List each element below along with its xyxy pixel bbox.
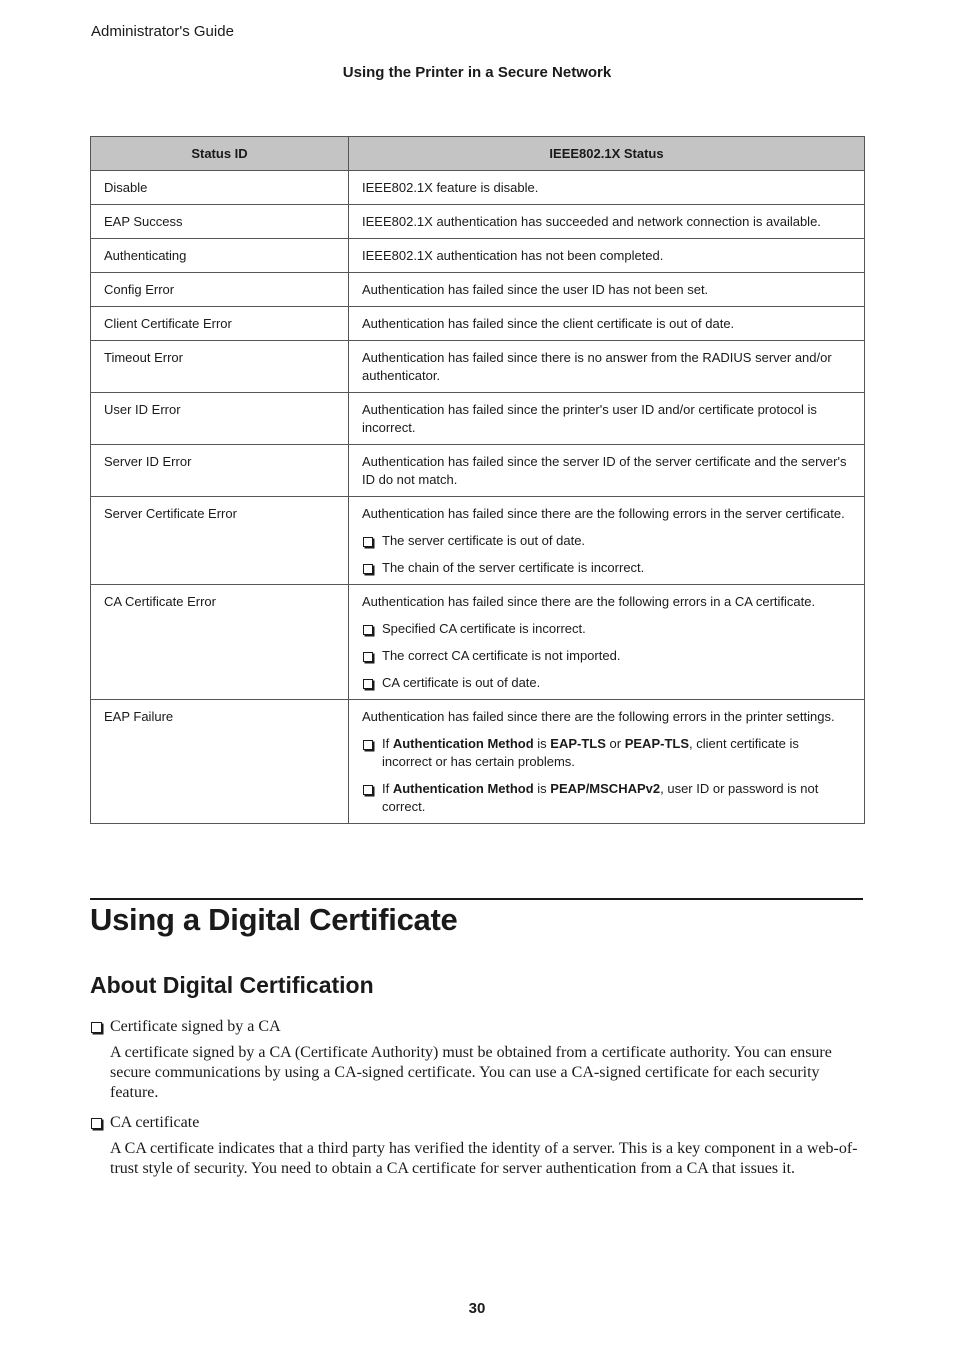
- status-text-cell: [349, 585, 865, 700]
- checkbox-bullet-icon: [91, 1118, 102, 1129]
- status-text-cell: Authentication has failed since the server ID of the server certificate and the server's ID do not match.: [349, 445, 865, 497]
- status-description: Authentication has failed since there are the following errors in the server certificate.: [362, 506, 845, 521]
- bullet-item: [362, 620, 852, 638]
- section-title: Using a Digital Certificate: [90, 902, 458, 937]
- status-id-cell: User ID Error: [91, 393, 349, 445]
- table-row: [91, 307, 865, 341]
- list-item-description: A certificate signed by a CA (Certificate Authority) must be obtained from a certificate authority. You can ensure secure communications by using a CA-signed certificate. You can use a CA-signed certificate for each security feature.: [110, 1044, 832, 1101]
- bullet-connector: is: [533, 736, 551, 751]
- bullet-prefix: If: [382, 781, 393, 796]
- bullet-prefix: If: [382, 736, 393, 751]
- running-section-title: Using the Printer in a Secure Network: [342, 64, 612, 81]
- list-item-label: Certificate signed by a CA: [110, 1018, 281, 1035]
- status-description: Authentication has failed since there are the following errors in the printer settings.: [362, 709, 835, 724]
- list-item-label: CA certificate: [110, 1114, 200, 1131]
- status-id-cell: Config Error: [91, 273, 349, 307]
- status-id-cell: CA Certificate Error: [91, 585, 349, 700]
- table-row: [91, 393, 865, 445]
- list-item: [90, 1017, 865, 1103]
- checkbox-bullet-icon: [363, 652, 373, 662]
- checkbox-bullet-icon: [363, 537, 373, 547]
- method-value: PEAP-TLS: [624, 736, 690, 751]
- status-id-cell: Server Certificate Error: [91, 497, 349, 585]
- subsection-title: About Digital Certification: [90, 972, 374, 998]
- status-text-cell: Authentication has failed since the user ID has not been set.: [349, 273, 865, 307]
- table-row: [91, 585, 865, 700]
- guide-title: Administrator's Guide: [91, 23, 234, 40]
- table-row: [91, 273, 865, 307]
- checkbox-bullet-icon: [363, 785, 373, 795]
- method-value: PEAP/MSCHAPv2: [550, 781, 661, 796]
- method-label: Authentication Method: [392, 736, 534, 751]
- status-id-cell: Server ID Error: [91, 445, 349, 497]
- status-text-cell: [349, 497, 865, 585]
- bullet-text: Specified CA certificate is incorrect.: [382, 621, 586, 636]
- table-row: [91, 497, 865, 585]
- bullet-text: , client certificate is incorrect or has certain problems.: [382, 736, 799, 769]
- table-row: [91, 341, 865, 393]
- table-row: [91, 205, 865, 239]
- checkbox-bullet-icon: [363, 740, 373, 750]
- section-divider: [90, 898, 863, 900]
- checkbox-bullet-icon: [91, 1022, 102, 1033]
- method-label: Authentication Method: [392, 781, 534, 796]
- table-row: [91, 239, 865, 273]
- status-id-cell: EAP Failure: [91, 700, 349, 824]
- status-id-cell: Client Certificate Error: [91, 307, 349, 341]
- table-row: [91, 445, 865, 497]
- table-row: [91, 700, 865, 824]
- bullet-text: CA certificate is out of date.: [382, 675, 541, 690]
- bullet-item: [362, 780, 852, 816]
- status-text-cell: IEEE802.1X authentication has succeeded and network connection is available.: [349, 205, 865, 239]
- status-text-cell: IEEE802.1X feature is disable.: [349, 171, 865, 205]
- bullet-item: [362, 532, 852, 550]
- page-number: 30: [468, 1300, 486, 1317]
- bullet-item: [362, 674, 852, 692]
- status-text-cell: Authentication has failed since the printer's user ID and/or certificate protocol is incorrect.: [349, 393, 865, 445]
- checkbox-bullet-icon: [363, 625, 373, 635]
- bullet-item: [362, 735, 852, 771]
- status-id-cell: Disable: [91, 171, 349, 205]
- column-header-status-id: Status ID: [91, 137, 349, 171]
- status-id-cell: Authenticating: [91, 239, 349, 273]
- status-id-cell: Timeout Error: [91, 341, 349, 393]
- status-description: Authentication has failed since there are the following errors in a CA certificate.: [362, 594, 816, 609]
- checkbox-bullet-icon: [363, 564, 373, 574]
- bullet-item: [362, 647, 852, 665]
- bullet-text: The server certificate is out of date.: [382, 533, 586, 548]
- ieee8021x-status-table: [90, 136, 865, 824]
- bullet-text: The chain of the server certificate is incorrect.: [382, 560, 645, 575]
- bullet-text: The correct CA certificate is not imported.: [382, 648, 621, 663]
- method-value: EAP-TLS: [550, 736, 606, 751]
- bullet-text: , user ID or password is not correct.: [382, 781, 819, 814]
- status-id-cell: EAP Success: [91, 205, 349, 239]
- bullet-item: [362, 559, 852, 577]
- status-text-cell: Authentication has failed since there is no answer from the RADIUS server and/or authenticator.: [349, 341, 865, 393]
- status-text-cell: IEEE802.1X authentication has not been completed.: [349, 239, 865, 273]
- bullet-connector: is: [533, 781, 551, 796]
- table-row: [91, 171, 865, 205]
- certificate-type-list: [90, 1017, 865, 1179]
- column-header-ieee-status: IEEE802.1X Status: [349, 137, 865, 171]
- list-item: [90, 1113, 865, 1179]
- status-text-cell: [349, 700, 865, 824]
- list-item-description: A CA certificate indicates that a third party has verified the identity of a server. This is a key component in a web-of-trust style of security. You need to obtain a CA certificate for server authentication from a CA that issues it.: [110, 1140, 858, 1177]
- bullet-connector: or: [605, 736, 625, 751]
- checkbox-bullet-icon: [363, 679, 373, 689]
- status-text-cell: Authentication has failed since the client certificate is out of date.: [349, 307, 865, 341]
- table-header-row: [91, 137, 865, 171]
